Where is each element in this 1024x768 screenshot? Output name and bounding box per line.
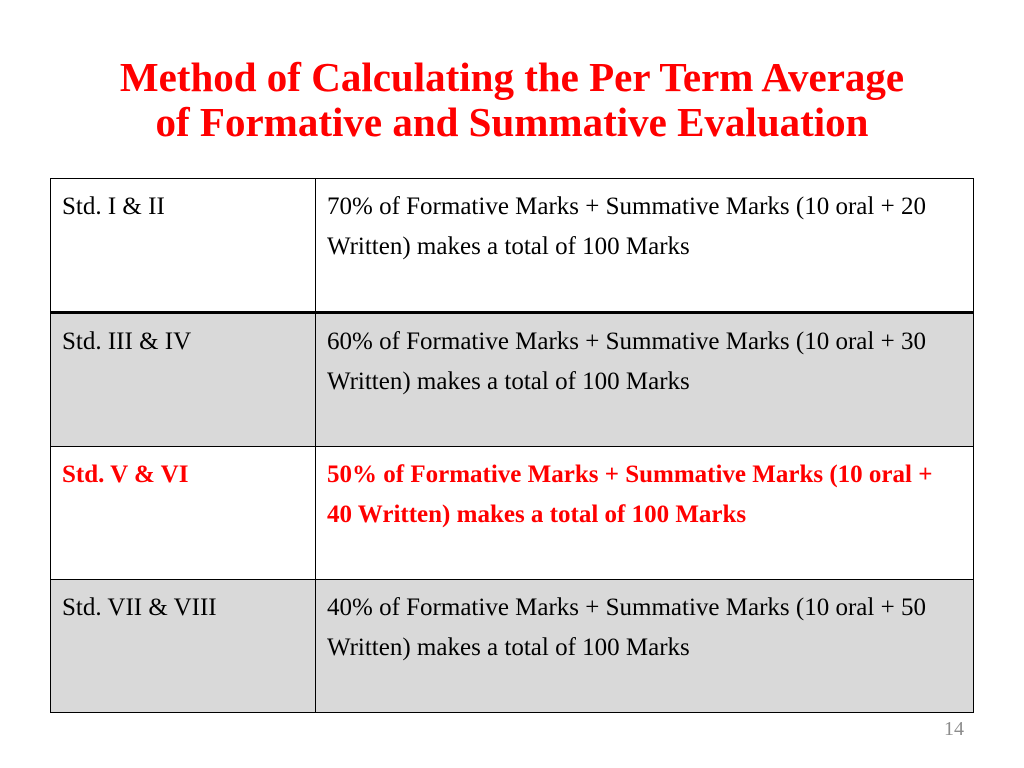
description-cell: 60% of Formative Marks + Summative Marks (10 oral + 30 Written) makes a total of 100 Marks: [316, 313, 974, 447]
title-line-2: of Formative and Summative Evaluation: [155, 99, 869, 146]
description-cell: 40% of Formative Marks + Summative Marks (10 oral + 50 Written) makes a total of 100 Marks: [316, 580, 974, 713]
page-number: 14: [944, 718, 964, 740]
description-cell: 70% of Formative Marks + Summative Marks (10 oral + 20 Written) makes a total of 100 Marks: [316, 179, 974, 313]
table-row: [51, 580, 974, 713]
title-line-1: Method of Calculating the Per Term Average: [119, 54, 905, 100]
table-row-highlighted: [51, 447, 974, 580]
description-cell: 50% of Formative Marks + Summative Marks (10 oral + 40 Written) makes a total of 100 Marks: [316, 447, 974, 580]
table-row: [51, 313, 974, 447]
std-cell: Std. VII & VIII: [51, 580, 316, 713]
evaluation-table: [50, 178, 974, 713]
table-row: [51, 179, 974, 313]
std-cell: Std. I & II: [51, 179, 316, 313]
std-cell: Std. III & IV: [51, 313, 316, 447]
std-cell: Std. V & VI: [51, 447, 316, 580]
slide-title: [40, 55, 984, 145]
